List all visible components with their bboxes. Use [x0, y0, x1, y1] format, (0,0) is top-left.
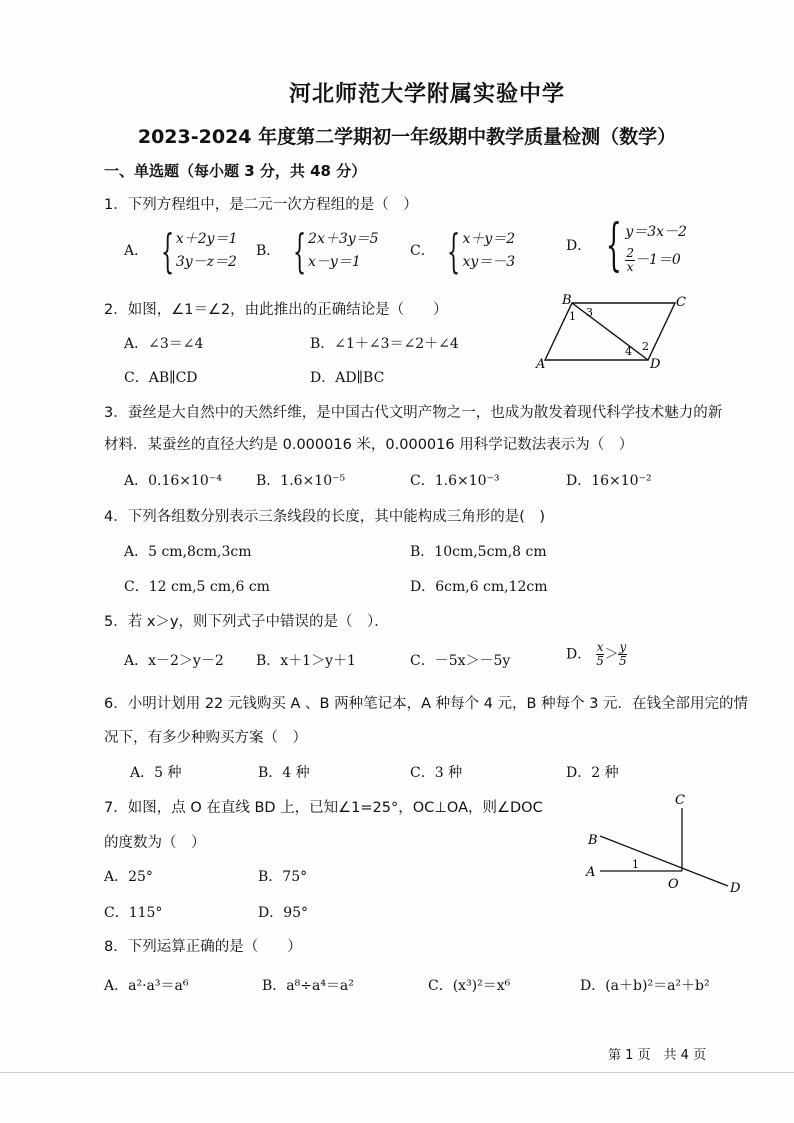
q3-option-d: D．16×10⁻² [566, 473, 652, 489]
q5-d-gt: ＞ [604, 646, 619, 663]
q6-option-c: C．3 种 [410, 765, 463, 781]
q5-d-num2: y [619, 640, 627, 654]
q2-option-d: D．AD∥BC [310, 370, 385, 386]
q6-option-a: A．5 种 [130, 765, 182, 781]
q6-stem-line1: 6．小明计划用 22 元钱购买 A 、B 两种笔记本，A 种每个 4 元，B 种每个 3 元．在钱全部用完的情 [104, 696, 749, 712]
q8-option-b: B．a⁸÷a⁴＝a² [262, 978, 354, 994]
q7-label-a: A [586, 865, 596, 880]
q5-option-a: A．x－2＞y－2 [124, 653, 224, 669]
q3-stem-line1: 3．蚕丝是大自然中的天然纤维，是中国古代文明产物之一，也成为散发着现代科学技术魅力的新 [104, 405, 723, 421]
q1-d-frac-num: 2 [626, 245, 634, 260]
q7-angle-figure [580, 788, 750, 898]
q4-option-b: B．10cm,5cm,8 cm [410, 544, 547, 560]
q7-option-d: D．95° [258, 905, 309, 921]
q2-option-b: B．∠1＋∠3＝∠2＋∠4 [310, 336, 459, 352]
q3-option-a: A．0.16×10⁻⁴ [124, 473, 222, 489]
q3-stem-line2: 材料．某蚕丝的直径大约是 0.000016 米，0.000016 用科学记数法表示为（ ） [104, 437, 634, 453]
q1-c-label: C． [410, 243, 435, 259]
q7-stem-line2: 的度数为（ ） [104, 835, 206, 851]
q8-option-c: C．(x³)²＝x⁶ [428, 978, 511, 994]
q5-d-den1: 5 [596, 654, 604, 668]
q1-option-b: B． { 2x＋3y＝5 x－y＝1 [256, 224, 379, 278]
q2-angle-1: 1 [569, 310, 576, 323]
q3-option-c: C．1.6×10⁻³ [410, 473, 500, 489]
q7-line-bd [600, 836, 728, 886]
q6-stem-line2: 况下，有多少种购买方案（ ） [104, 730, 307, 746]
q4-option-d: D．6cm,6 cm,12cm [410, 579, 548, 595]
q7-label-d: D [730, 881, 741, 896]
q1-a-label: A． [124, 243, 149, 259]
q2-parallelogram-figure [530, 290, 700, 375]
q2-label-c: C [676, 295, 686, 310]
q2-label-d: D [650, 357, 661, 372]
q1-a-eq1: x＋2y＝1 [175, 231, 238, 247]
q2-diagonal-bd [572, 303, 648, 360]
q1-b-label: B． [256, 243, 281, 259]
section-heading: 一、单选题（每小题 3 分，共 48 分） [104, 162, 367, 180]
q1-c-eq2: xy＝－3 [462, 254, 516, 270]
q4-option-c: C．12 cm,5 cm,6 cm [124, 579, 270, 595]
q2-option-a: A．∠3＝∠4 [124, 336, 204, 352]
q5-d-label: D． [566, 646, 592, 663]
q7-option-c: C．115° [104, 905, 163, 921]
q8-option-a: A．a²·a³＝a⁶ [104, 978, 189, 994]
q7-label-o: O [668, 877, 679, 892]
q5-d-num1: x [596, 640, 604, 654]
q8-stem: 8．下列运算正确的是（ ） [104, 939, 302, 955]
q2-angle-2: 2 [642, 340, 649, 353]
q2-option-c: C．AB∥CD [124, 370, 198, 386]
q2-label-a: A [536, 357, 546, 372]
q1-option-a: A． { x＋2y＝1 3y－z＝2 [124, 224, 238, 278]
q6-option-b: B．4 种 [258, 765, 310, 781]
q5-stem: 5．若 x＞y，则下列式子中错误的是（ ）． [104, 614, 389, 630]
q1-d-frac-den: x [626, 259, 634, 274]
q1-d-label: D． [566, 238, 592, 254]
q7-label-c: C [675, 793, 685, 808]
q1-d-eq1: y＝3x－2 [625, 224, 687, 240]
page-footer: 第 1 页 共 4 页 [608, 1048, 707, 1063]
q1-b-eq2: x－y＝1 [308, 254, 361, 270]
q7-angle-1: 1 [632, 858, 639, 871]
q2-label-b: B [562, 293, 572, 308]
q5-option-b: B．x＋1＞y＋1 [256, 653, 356, 669]
q1-option-c: C． { x＋y＝2 xy＝－3 [410, 224, 516, 278]
q1-c-eq1: x＋y＝2 [462, 231, 516, 247]
q4-stem: 4．下列各组数分别表示三条线段的长度，其中能构成三角形的是( ) [104, 509, 546, 525]
q3-option-b: B．1.6×10⁻⁵ [256, 473, 346, 489]
school-title: 河北师范大学附属实验中学 [288, 82, 565, 107]
q5-option-d [566, 641, 627, 668]
q1-d-eq2-rest: －1＝0 [634, 252, 681, 268]
q1-stem: 1．下列方程组中，是二元一次方程组的是（ ） [104, 197, 418, 213]
q1-b-eq1: 2x＋3y＝5 [308, 231, 379, 247]
q7-label-b: B [588, 833, 598, 848]
q6-option-d: D．2 种 [566, 765, 619, 781]
q5-option-c: C．－5x＞－5y [410, 653, 511, 669]
q1-option-d: D． { y＝3x－2 $\frac{2}{x}$ －1＝0 [566, 213, 687, 278]
q2-stem: 2．如图，∠1＝∠2，由此推出的正确结论是（ ） [104, 302, 448, 318]
q5-d-den2: 5 [619, 654, 627, 668]
q2-angle-4: 4 [625, 345, 632, 358]
bottom-rule [0, 1072, 794, 1073]
q7-option-b: B．75° [258, 869, 308, 885]
q2-angle-3: 3 [586, 306, 593, 319]
q1-a-eq2: 3y－z＝2 [175, 254, 237, 270]
q4-option-a: A．5 cm,8cm,3cm [124, 544, 252, 560]
q8-option-d: D．(a＋b)²＝a²＋b² [580, 978, 710, 994]
q7-stem-line1: 7．如图，点 O 在直线 BD 上，已知∠1=25°，OC⊥OA，则∠DOC [104, 800, 543, 816]
exam-title: 2023-2024 年度第二学期初一年级期中教学质量检测（数学） [137, 126, 677, 148]
q7-option-a: A．25° [104, 869, 153, 885]
